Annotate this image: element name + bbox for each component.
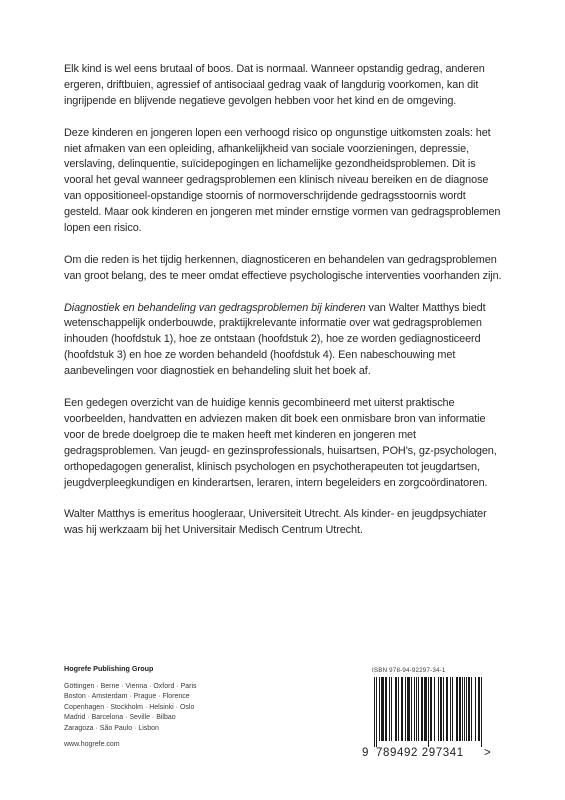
barcode-digits xyxy=(362,747,502,761)
author-bio-paragraph: Walter Matthys is emeritus hoogleraar, Universiteit Utrecht. Als kinder- en jeugdpsychiater was hij werkzaam bij het Universitair Medisch Centrum Utrecht. xyxy=(64,508,487,537)
publisher-name: Hogrefe Publishing Group xyxy=(64,664,154,673)
risk-paragraph: Deze kinderen en jongeren lopen een verhoogd risico op ongunstige uitkomsten zoals: het niet afmaken van een opleiding, afhankelijkheid van sociale voorzieningen, depressie, verslaving, delinquentie, suïcidepogingen en lichamelijke gezondheidsproblemen. Dit is vooral het geval wanneer gedragsproblemen een klinisch niveau bereiken en de diagnose van oppositioneel-opstandige stoornis of normoverschrijdende gedragsstoornis wordt gesteld. Maar ook kinderen en jongeren met minder ernstige vormen van gedragsproblemen lopen een risico. xyxy=(64,126,501,235)
publisher-url: www.hogrefe.com xyxy=(64,741,120,748)
publisher-city-line: Göttingen · Berne · Vienna · Oxford · Paris xyxy=(64,682,197,690)
audience-paragraph: Een gedegen overzicht van de huidige kennis gecombineerd met uiterst praktische voorbeelden, handvatten en adviezen maken dit boek een onmisbare bron van informatie voor de brede doelgroep die te maken heeft met kinderen en jongeren met gedragsproblemen. Van jeugd- en gezinsprofessionals, huisartsen, POH's, gz-psychologen, orthopedagogen generalist, klinisch psychologen en psychotherapeuten tot jeugdartsen, jeugdverpleegkundigen en kinderartsen, leraren, intern begeleiders en zorgcoördinatoren. xyxy=(64,396,497,489)
publisher-block xyxy=(64,664,244,751)
book-description-text: van Walter Matthys biedt wetenschappelijk onderbouwde, praktijkrelevante informatie over wat gedragsproblemen inhouden (hoofdstuk 1), hoe ze ontstaan (hoofdstuk 2), hoe ze worden gediagnosticeerd (hoofdstuk 3) en hoe ze worden behandeld (hoofdstuk 4). Een nabeschouwing met aanbevelingen voor diagnostiek en behandeling sluit het boek af. xyxy=(64,301,486,378)
publisher-city-line: Zaragoza · São Paulo · Lisbon xyxy=(64,724,159,732)
book-description-paragraph xyxy=(64,301,504,381)
publisher-city-line: Madrid · Barcelona · Seville · Bilbao xyxy=(64,714,176,721)
barcode-image xyxy=(372,677,484,747)
barcode-digit-groups: 789492 297341 xyxy=(376,747,464,759)
publisher-city-line: Boston · Amsterdam · Prague · Florence xyxy=(64,693,190,700)
isbn-label: ISBN 978-94-92297-34-1 xyxy=(372,667,446,674)
intro-paragraph: Elk kind is wel eens brutaal of boos. Dat is normaal. Wanneer opstandig gedrag, anderen ergeren, driftbuien, agressief of antisociaal gedrag vaak of langdurig voorkomen, kan dit ingrijpende en blijvende negatieve gevolgen hebben voor het kind en de omgeving. xyxy=(64,63,485,107)
back-cover-text xyxy=(64,62,504,555)
book-title: Diagnostiek en behandeling van gedragsproblemen bij kinderen xyxy=(64,301,366,314)
publisher-city-line: Copenhagen · Stockholm · Helsinki · Oslo xyxy=(64,703,195,711)
barcode-first-digit: 9 xyxy=(362,747,369,759)
barcode-arrow: > xyxy=(484,747,492,759)
barcode-block xyxy=(362,667,502,761)
importance-paragraph: Om die reden is het tijdig herkennen, diagnosticeren en behandelen van gedragsproblemen van groot belang, des te meer omdat effectieve psychologische interventies voorhanden zijn. xyxy=(64,253,502,282)
